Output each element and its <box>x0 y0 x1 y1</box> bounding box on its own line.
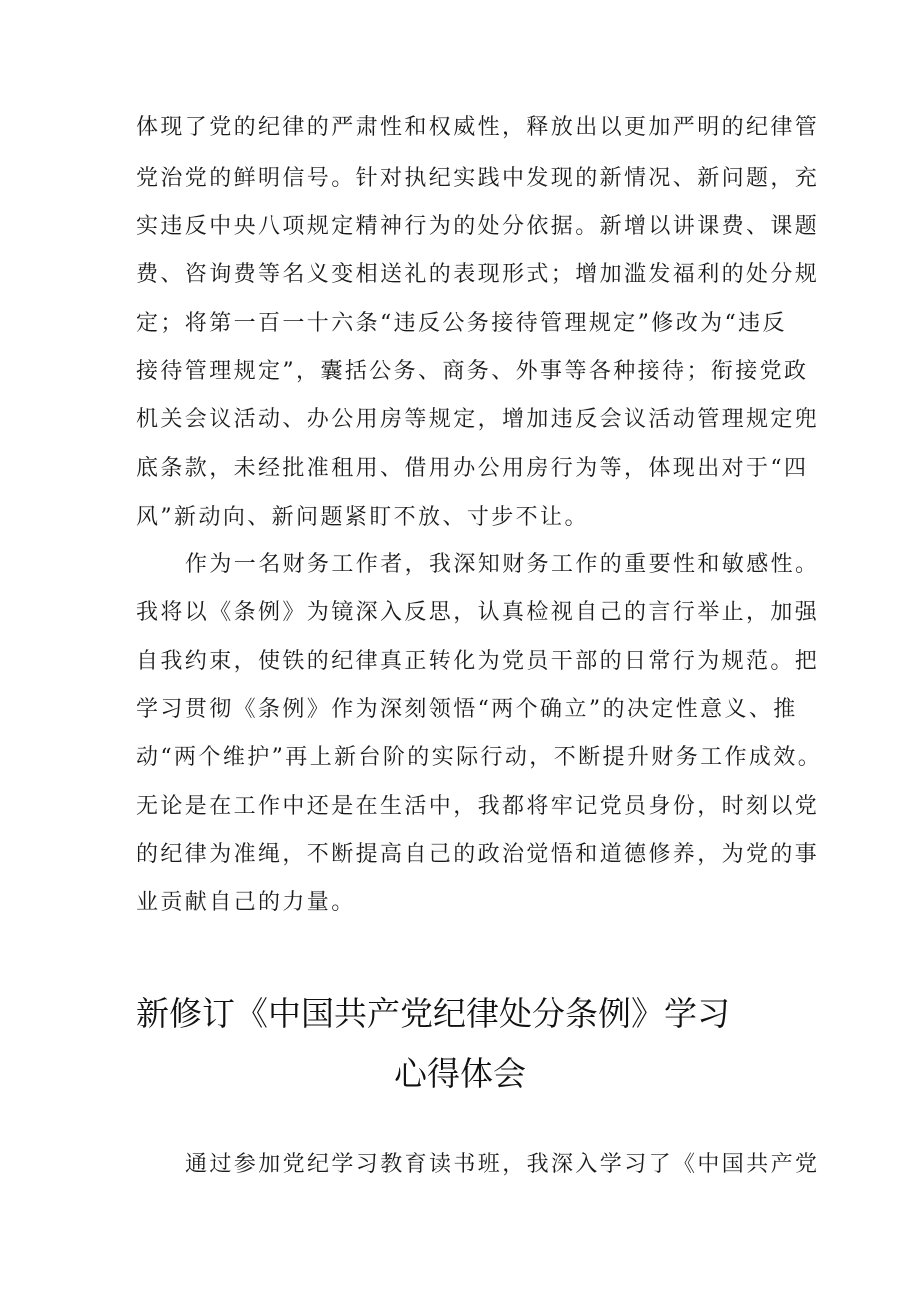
body-text-line: 的纪律为准绳，不断提高自己的政治觉悟和道德修养，为党的事 <box>136 842 820 867</box>
body-text-line: 机关会议活动、办公用房等规定，增加违反会议活动管理规定兜 <box>136 407 820 432</box>
article-title-continued: 心得体会 <box>394 1054 526 1093</box>
body-text-line-indented: 作为一名财务工作者，我深知财务工作的重要性和敏感性。 <box>185 552 820 577</box>
body-text-line: 接待管理规定”，囊括公务、商务、外事等各种接待；衔接党政 <box>136 359 809 384</box>
body-text-line: 动“两个维护”再上新台阶的实际行动，不断提升财务工作成效。 <box>136 745 823 770</box>
body-text-line: 我将以《条例》为镜深入反思，认真检视自己的言行举止，加强 <box>136 600 820 625</box>
article-title: 新修订《中国共产党纪律处分条例》学习 <box>136 994 730 1033</box>
body-text-line: 体现了党的纪律的严肃性和权威性，释放出以更加严明的纪律管 <box>136 115 820 140</box>
body-text-line: 定；将第一百一十六条“违反公务接待管理规定”修改为“违反 <box>136 311 787 336</box>
body-text-line: 底条款，未经批准租用、借用办公用房行为等，体现出对于“四 <box>136 456 809 481</box>
body-text-line: 风”新动向、新问题紧盯不放、寸步不让。 <box>136 505 589 530</box>
body-text-line: 学习贯彻《条例》作为深刻领悟“两个确立”的决定性意义、推 <box>136 697 798 722</box>
body-text-line-indented: 通过参加党纪学习教育读书班，我深入学习了《中国共产党 <box>185 1152 820 1177</box>
body-text-line: 无论是在工作中还是在生活中，我都将牢记党员身份，时刻以党 <box>136 794 820 819</box>
body-text-line: 业贡献自己的力量。 <box>136 890 356 915</box>
body-text-line: 费、咨询费等名义变相送礼的表现形式；增加滥发福利的处分规 <box>136 262 820 287</box>
body-text-line: 党治党的鲜明信号。针对执纪实践中发现的新情况、新问题，充 <box>136 166 820 191</box>
body-text-line: 实违反中央八项规定精神行为的处分依据。新增以讲课费、课题 <box>136 214 820 239</box>
body-text-line: 自我约束，使铁的纪律真正转化为党员干部的日常行为规范。把 <box>136 649 820 674</box>
